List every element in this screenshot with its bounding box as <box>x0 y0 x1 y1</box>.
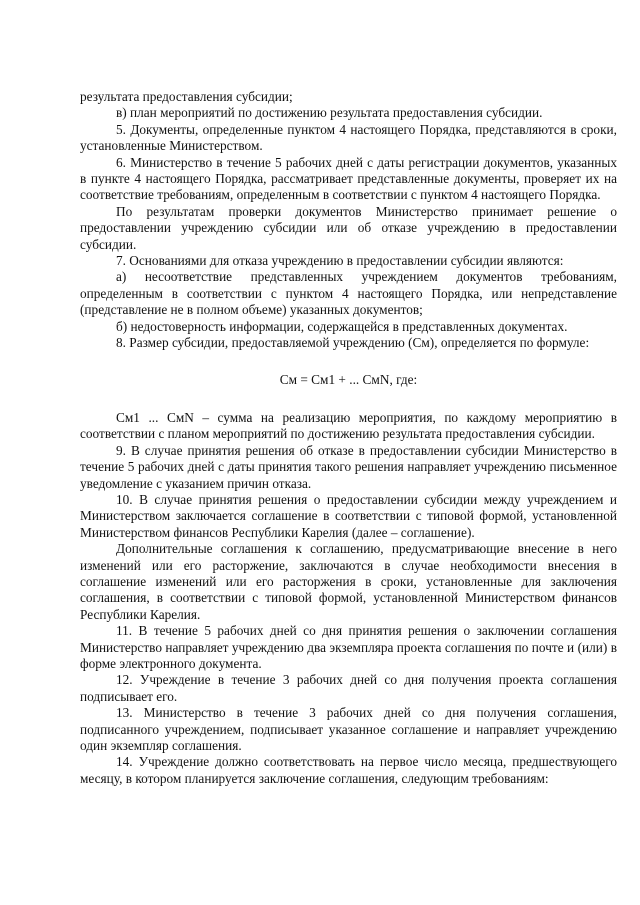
paragraph: результата предоставления субсидии; <box>80 89 293 104</box>
paragraph: 6. Министерство в течение 5 рабочих дней с даты регистрации документов, указанных в пункте 4 настоящего Порядка, рассматривает представленные документы, проверяет их на соответствие требованиям, определенным в соответствии с пунктом 4 настоящего Порядка. <box>80 154 617 203</box>
paragraph: По результатам проверки документов Министерство принимает решение о предоставлении учреждению субсидии или об отказе учреждению в предоставлении субсидии. <box>80 203 617 252</box>
paragraph: в) план мероприятий по достижению результата предоставления субсидии. <box>116 105 543 121</box>
paragraph: 12. Учреждение в течение 3 рабочих дней со дня получения проекта соглашения подписывает его. <box>80 672 617 704</box>
paragraph: 7. Основаниями для отказа учреждению в предоставлении субсидии являются: <box>116 253 564 269</box>
paragraph: 11. В течение 5 рабочих дней со дня принятия решения о заключении соглашения Министерство направляет учреждению два экземпляра проекта соглашения по почте и (или) в форме электронного документа. <box>80 623 617 671</box>
paragraph: См1 ... СмN – сумма на реализацию мероприятия, по каждому мероприятию в соответствии с планом мероприятий по достижению результата предоставления субсидии. <box>80 409 617 442</box>
paragraph: а) несоответствие представленных учреждением документов требованиям, определенным в соответствии с пунктом 4 настоящего Порядка, или непредставление (представление не в полном объеме) указанных документов; <box>80 269 617 318</box>
paragraph: 9. В случае принятия решения об отказе в предоставлении субсидии Министерство в течение 5 рабочих дней с даты принятия такого решения направляет учреждению письменное уведомление с указанием причин отказа. <box>80 442 617 491</box>
paragraph: 13. Министерство в течение 3 рабочих дней со дня получения соглашения, подписанного учреждением, подписывает указанное соглашение и направляет учреждению один экземпляр соглашения. <box>80 705 617 754</box>
paragraph: 14. Учреждение должно соответствовать на первое число месяца, предшествующего месяцу, в котором планируется заключение соглашения, следующим требованиям: <box>80 754 617 786</box>
paragraph: 10. В случае принятия решения о предоставлении субсидии между учреждением и Министерством заключается соглашение в соответствии с типовой формой, установленной Министерством финансов Республики Карелия (далее – соглашение). <box>80 491 617 540</box>
paragraph: б) недостоверность информации, содержащейся в представленных документах. <box>116 318 568 334</box>
formula: См = См1 + ... СмN, где: <box>279 371 418 387</box>
document-body <box>80 89 617 787</box>
paragraph: 5. Документы, определенные пунктом 4 настоящего Порядка, представляются в сроки, установленные Министерством. <box>80 121 617 154</box>
paragraph: 8. Размер субсидии, предоставляемой учреждению (См), определяется по формуле: <box>116 335 590 351</box>
paragraph: Дополнительные соглашения к соглашению, предусматривающие внесение в него изменений или его расторжение, заключаются в случае необходимости внесения в соглашение изменений или его расторжения в сроки, установленные для заключения соглашения, в соответствии с типовой формой, установленной Министерством финансов Республики Карелия. <box>80 541 617 622</box>
